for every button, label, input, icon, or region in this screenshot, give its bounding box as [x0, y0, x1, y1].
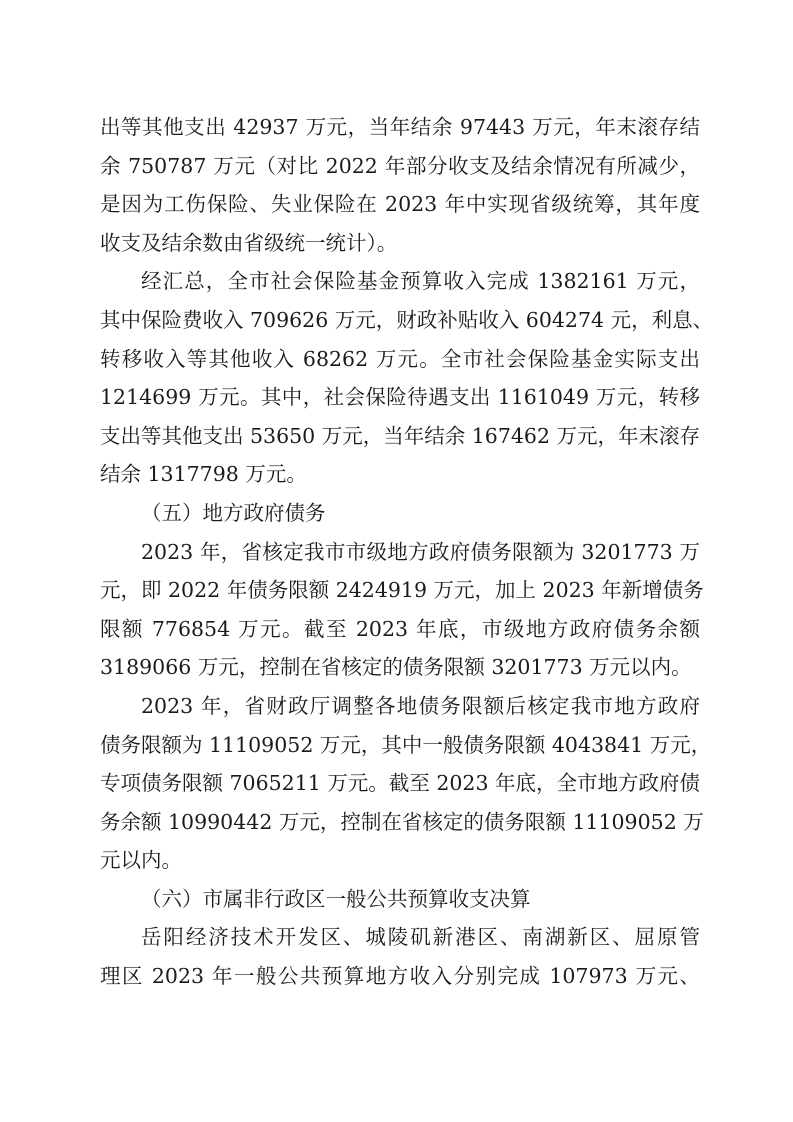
- text-line-3: 是因为工伤保险、失业保险在 2023 年中实现省级统筹，其年度: [100, 192, 700, 217]
- text-line-20: 元以内。: [100, 848, 182, 873]
- text-line-19: 务余额 10990442 万元，控制在省核定的债务限额 11109052 万: [100, 809, 704, 834]
- text-line-23: 理区 2023 年一般公共预算地方收入分别完成 107973 万元、: [100, 964, 700, 989]
- text-line-15: 3189066 万元，控制在省核定的债务限额 3201773 万元以内。: [100, 655, 692, 680]
- text-line-12: 2023 年，省核定我市市级地方政府债务限额为 3201773 万: [141, 539, 700, 564]
- text-line-2: 余 750787 万元（对比 2022 年部分收支及结余情况有所减少，: [100, 153, 700, 178]
- text-line-13: 元，即 2022 年债务限额 2424919 万元，加上 2023 年新增债务: [100, 578, 704, 603]
- section-heading-6: （六）市属非行政区一般公共预算收支决算: [141, 886, 531, 911]
- text-line-8: 1214699 万元。其中，社会保险待遇支出 1161049 万元，转移: [100, 385, 700, 410]
- text-line-18: 专项债务限额 7065211 万元。截至 2023 年底，全市地方政府债: [100, 771, 701, 796]
- text-line-14: 限额 776854 万元。截至 2023 年底，市级地方政府债务余额: [100, 616, 700, 641]
- text-line-9: 支出等其他支出 53650 万元，当年结余 167462 万元，年末滚存: [100, 423, 701, 448]
- text-line-10: 结余 1317798 万元。: [100, 462, 307, 487]
- text-line-16: 2023 年，省财政厅调整各地债务限额后核定我市地方政府: [141, 693, 700, 718]
- text-line-1: 出等其他支出 42937 万元，当年结余 97443 万元，年末滚存结: [100, 115, 700, 139]
- text-line-5: 经汇总，全市社会保险基金预算收入完成 1382161 万元，: [141, 269, 700, 294]
- document-body: [100, 108, 714, 996]
- text-line-7: 转移收入等其他收入 68262 万元。全市社会保险基金实际支出: [100, 346, 700, 371]
- text-line-22: 岳阳经济技术开发区、城陵矶新港区、南湖新区、屈原管: [141, 925, 700, 950]
- text-line-6: 其中保险费收入 709626 万元，财政补贴收入 604274 元，利息、: [100, 307, 714, 332]
- text-line-4: 收支及结余数由省级统一统计）。: [100, 230, 398, 255]
- text-line-17: 债务限额为 11109052 万元，其中一般债务限额 4043841 万元，: [100, 732, 712, 757]
- section-heading-5: （五）地方政府债务: [141, 500, 326, 525]
